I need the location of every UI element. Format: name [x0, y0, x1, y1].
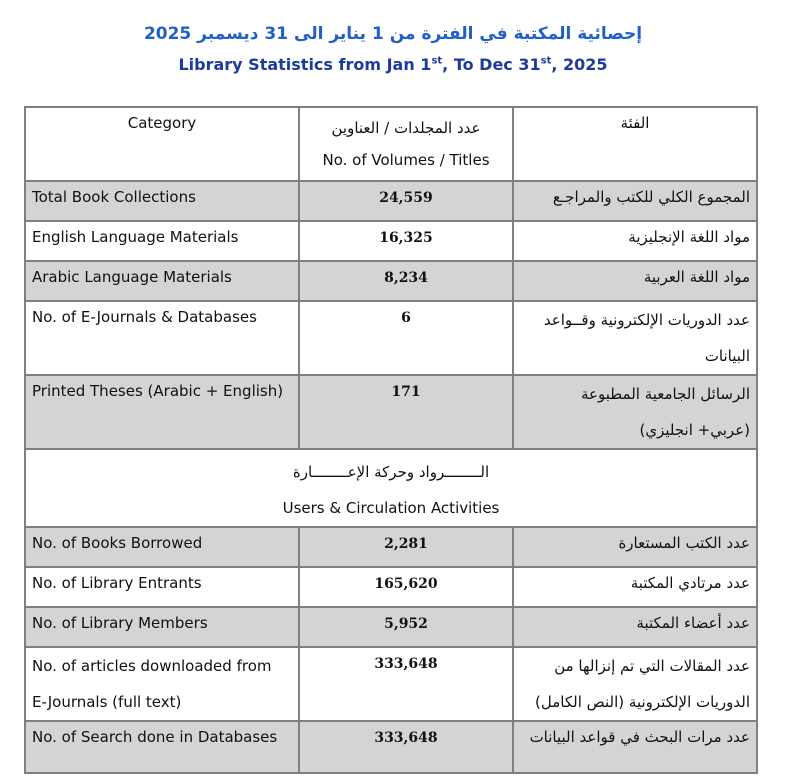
row-value: 16,325 [299, 221, 513, 261]
row-label-ar: مواد اللغة الإنجليزية [513, 221, 757, 261]
row-label-en: English Language Materials [25, 221, 299, 261]
table-row [25, 375, 757, 449]
title-arabic: إحصائية المكتبة في الفترة من 1 يناير الى 31 ديسمبر 2025 [143, 24, 643, 44]
table-row [25, 607, 757, 647]
header-row [25, 107, 757, 181]
section-header: الــــــــرواد وحركة الإعــــــــارة Users & Circulation Activities [25, 449, 757, 527]
table-row [25, 261, 757, 301]
row-label-ar: عدد مرتادي المكتبة [513, 567, 757, 607]
row-value: 24,559 [299, 181, 513, 221]
row-label-ar: المجموع الكلي للكتب والمراجـع [513, 181, 757, 221]
row-label-ar: الرسائل الجامعية المطبوعة (عربي+ انجليزي) [513, 375, 757, 449]
table-row [25, 647, 757, 721]
header-category: Category [25, 107, 299, 181]
row-value: 2,281 [299, 527, 513, 567]
row-label-en: No. of Library Entrants [25, 567, 299, 607]
row-value: 333,648 [299, 647, 513, 721]
table-row [25, 721, 757, 773]
row-label-ar: عدد المقالات التي تم إنزالها من الدوريات الإلكترونية (النص الكامل) [513, 647, 757, 721]
row-label-en: Total Book Collections [25, 181, 299, 221]
row-label-en: Printed Theses (Arabic + English) [25, 375, 299, 449]
row-label-en: Arabic Language Materials [25, 261, 299, 301]
header-category-ar: الفئة [513, 107, 757, 181]
row-label-en: No. of Books Borrowed [25, 527, 299, 567]
row-label-ar: عدد الكتب المستعارة [513, 527, 757, 567]
table-row [25, 527, 757, 567]
row-value: 5,952 [299, 607, 513, 647]
row-label-en: No. of E-Journals & Databases [25, 301, 299, 375]
title-english: Library Statistics from Jan 1st, To Dec 31st, 2025 [178, 55, 608, 74]
row-label-ar: عدد مرات البحث في قواعد البيانات [513, 721, 757, 773]
row-label-en: No. of Library Members [25, 607, 299, 647]
row-label-ar: عدد أعضاء المكتبة [513, 607, 757, 647]
row-value: 171 [299, 375, 513, 449]
row-label-en: No. of articles downloaded from E-Journals (full text) [25, 647, 299, 721]
row-value: 8,234 [299, 261, 513, 301]
section-row [25, 449, 757, 527]
table-row [25, 301, 757, 375]
statistics-table [24, 106, 758, 774]
row-label-en: No. of Search done in Databases [25, 721, 299, 773]
row-label-ar: عدد الدوريات الإلكترونية وقــواعد البيانات [513, 301, 757, 375]
row-label-ar: مواد اللغة العربية [513, 261, 757, 301]
table-row [25, 567, 757, 607]
table-row [25, 181, 757, 221]
table-row [25, 221, 757, 261]
row-value: 333,648 [299, 721, 513, 773]
row-value: 165,620 [299, 567, 513, 607]
row-value: 6 [299, 301, 513, 375]
header-volumes: عدد المجلدات / العناوين No. of Volumes / Titles [299, 107, 513, 181]
